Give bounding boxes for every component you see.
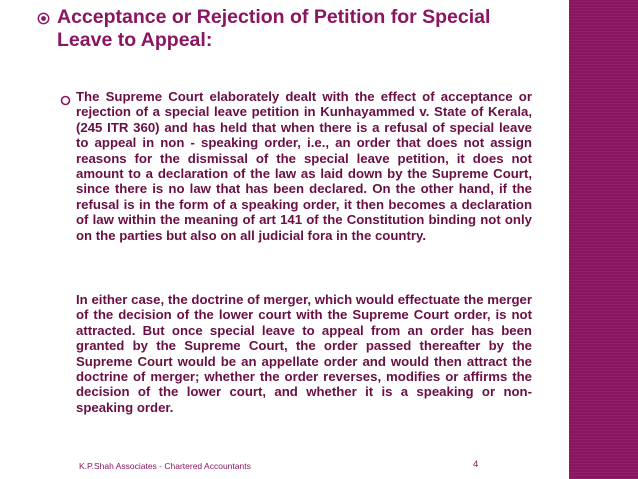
page-number: 4: [473, 459, 479, 470]
target-circle-icon: [37, 12, 50, 25]
body-paragraph-2: In either case, the doctrine of merger, which would effectuate the merger of the decision of the lower court with the Supreme Court order, is not attracted. But once special leave to appeal from an order has been granted by the Supreme Court, the order passed thereafter by the Supreme Court would be an appellate order and would then attract the doctrine of merger; whether the order reverses, modifies or affirms the decision of the lower court, and whether it is a speaking or non-speaking order.: [76, 292, 532, 415]
slide-title: Acceptance or Rejection of Petition for Special Leave to Appeal:: [57, 6, 491, 51]
hollow-circle-icon: [60, 93, 71, 104]
body-paragraph-1: The Supreme Court elaborately dealt with the effect of acceptance or rejection of a special leave petition in Kunhayammed v. State of Kerala, (245 ITR 360) and has held that when there is a refusal of special leave to appeal in non - speaking order, i.e., an order that does not assign reasons for the dismissal of the special leave petition, it does not amount to a declaration of the law as laid down by the Supreme Court, since there is no law that has been declared. On the other hand, if the refusal is in the form of a speaking order, it then becomes a declaration of law within the meaning of art 141 of the Constitution binding not only on the parties but also on all judicial fora in the country.: [76, 89, 532, 243]
decorative-side-band: [569, 0, 638, 479]
footer-text: K.P.Shah Associates - Chartered Accountants: [79, 461, 251, 471]
